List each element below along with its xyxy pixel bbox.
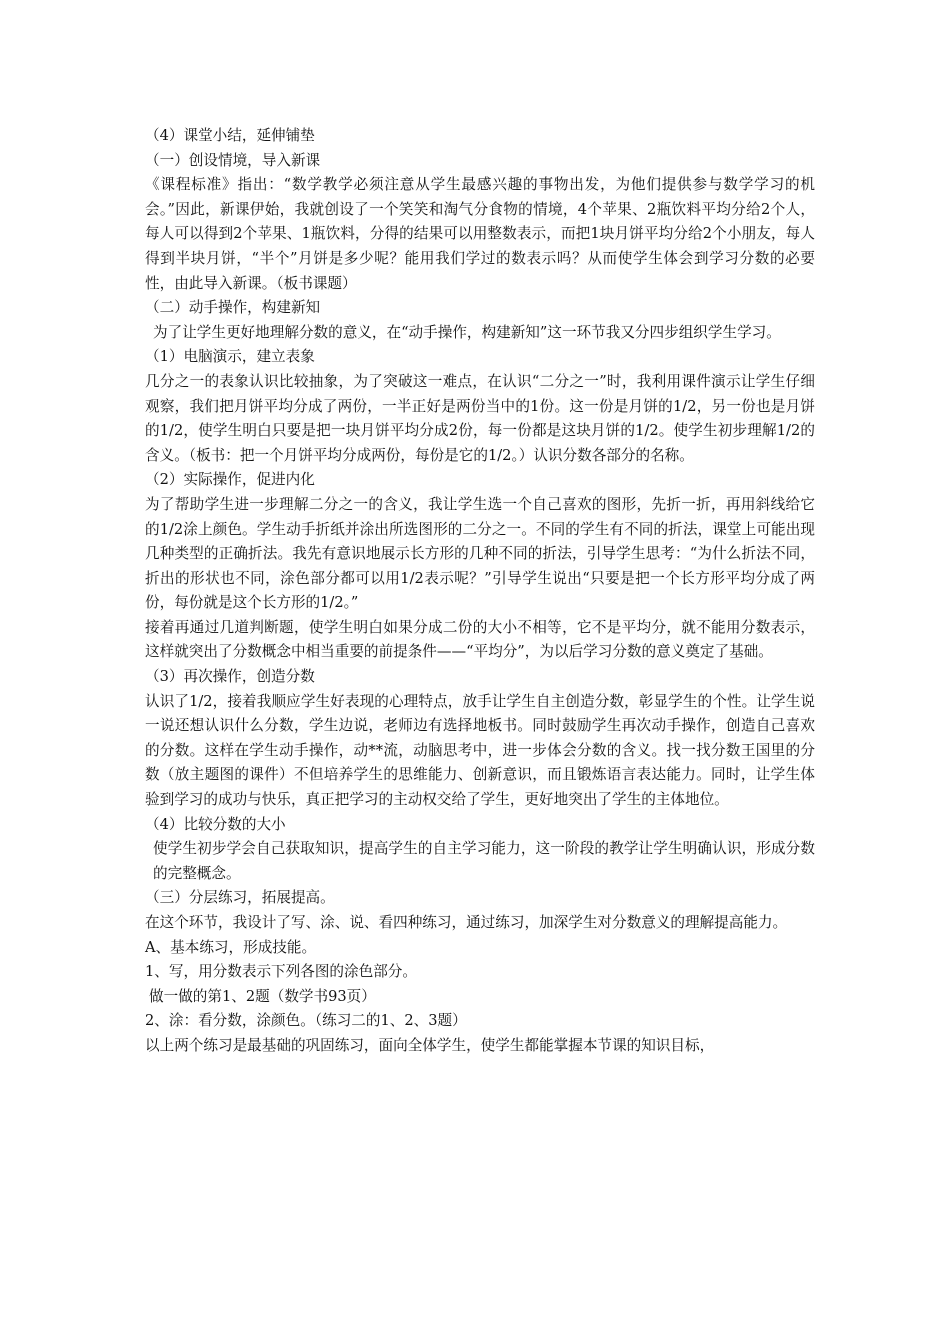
subsection-heading: （3）再次操作，创造分数 <box>145 668 315 686</box>
subsection-heading: （4）比较分数的大小 <box>145 815 286 833</box>
body-paragraph: 使学生初步学会自己获取知识，提高学生的自主学习能力，这一阶段的教学让学生明确认识，形成分数的完整概念。 <box>153 840 815 882</box>
body-paragraph: 在这个环节，我设计了写、涂、说、看四种练习，通过练习，加深学生对分数意义的理解提高能力。 <box>145 914 788 931</box>
body-paragraph: 认识了1/2，接着我顺应学生好表现的心理特点，放手让学生自主创造分数，彰显学生的个性。让学生说一说还想认识什么分数，学生边说，老师边有选择地板书。同时鼓励学生再次动手操作，创造自己喜欢的分数。这样在学生动手操作，动**流，动脑思考中，进一步体会分数的含义。找一找分数王国里的分数（放主题图的课件）不但培养学生的思维能力、创新意识，而且锻炼语言表达能力。同时，让学生体验到学习的成功与快乐，真正把学习的主动权交给了学生，更好地突出了学生的主体地位。 <box>145 692 815 809</box>
document-body <box>145 124 815 1059</box>
section-heading: （二）动手操作，构建新知 <box>145 299 321 317</box>
body-paragraph: 几分之一的表象认识比较抽象，为了突破这一难点，在认识“二分之一”时，我利用课件演示让学生仔细观察，我们把月饼平均分成了两份，一半正好是两份当中的1份。这一份是月饼的1/2，另一份也是月饼的1/2，使学生明白只要是把一块月饼平均分成2份，每一份都是这块月饼的1/2。使学生初步理解1/2的含义。（板书：把一个月饼平均分成两份，每份是它的1/2。）认识分数各部分的名称。 <box>145 372 815 464</box>
exercise-item: 2、涂：看分数，涂颜色。（练习二的1、2、3题） <box>145 1012 467 1030</box>
subsection-heading: （1）电脑演示，建立表象 <box>145 348 315 366</box>
body-paragraph: 《课程标准》指出：“数学教学必须注意从学生最感兴趣的事物出发，为他们提供参与数学学习的机会。”因此，新课伊始，我就创设了一个笑笑和淘气分食物的情境，4个苹果、2瓶饮料平均分给2个人，每人可以得到2个苹果、1瓶饮料，分得的结果可以用整数表示，而把1块月饼平均分给2个小朋友，每人得到半块月饼，“半个”月饼是多少呢？能用我们学过的数表示吗？从而使学生体会到学习分数的必要性，由此导入新课。（板书课题） <box>145 176 815 292</box>
exercise-item: 1、写，用分数表示下列各图的涂色部分。 <box>145 963 417 981</box>
subsection-heading: （2）实际操作，促进内化 <box>145 471 315 489</box>
body-paragraph: 接着再通过几道判断题，使学生明白如果分成二份的大小不相等，它不是平均分，就不能用分数表示，这样就突出了分数概念中相当重要的前提条件——“平均分”，为以后学习分数的意义奠定了基础。 <box>145 618 815 661</box>
section-heading: （一）创设情境，导入新课 <box>145 151 321 169</box>
body-paragraph: 为了让学生更好地理解分数的意义，在“动手操作，构建新知”这一环节我又分四步组织学生学习。 <box>153 323 781 341</box>
exercise-item: 做一做的第1、2题（数学书93页） <box>149 987 376 1005</box>
section-heading: （三）分层练习，拓展提高。 <box>145 889 335 907</box>
body-paragraph: 为了帮助学生进一步理解二分之一的含义，我让学生选一个自己喜欢的图形，先折一折，再用斜线给它的1/2涂上颜色。学生动手折纸并涂出所选图形的二分之一。不同的学生有不同的折法，课堂上可能出现几种类型的正确折法。我先有意识地展示长方形的几种不同的折法，引导学生思考：“为什么折法不同，折出的形状也不同，涂色部分都可以用1/2表示呢？”引导学生说出“只要是把一个长方形平均分成了两份，每份就是这个长方形的1/2。” <box>145 495 815 612</box>
body-paragraph: 以上两个练习是最基础的巩固练习，面向全体学生，使学生都能掌握本节课的知识目标， <box>145 1036 715 1054</box>
section-heading: （4）课堂小结，延伸铺垫 <box>145 127 315 144</box>
exercise-heading: A、基本练习，形成技能。 <box>145 938 317 956</box>
